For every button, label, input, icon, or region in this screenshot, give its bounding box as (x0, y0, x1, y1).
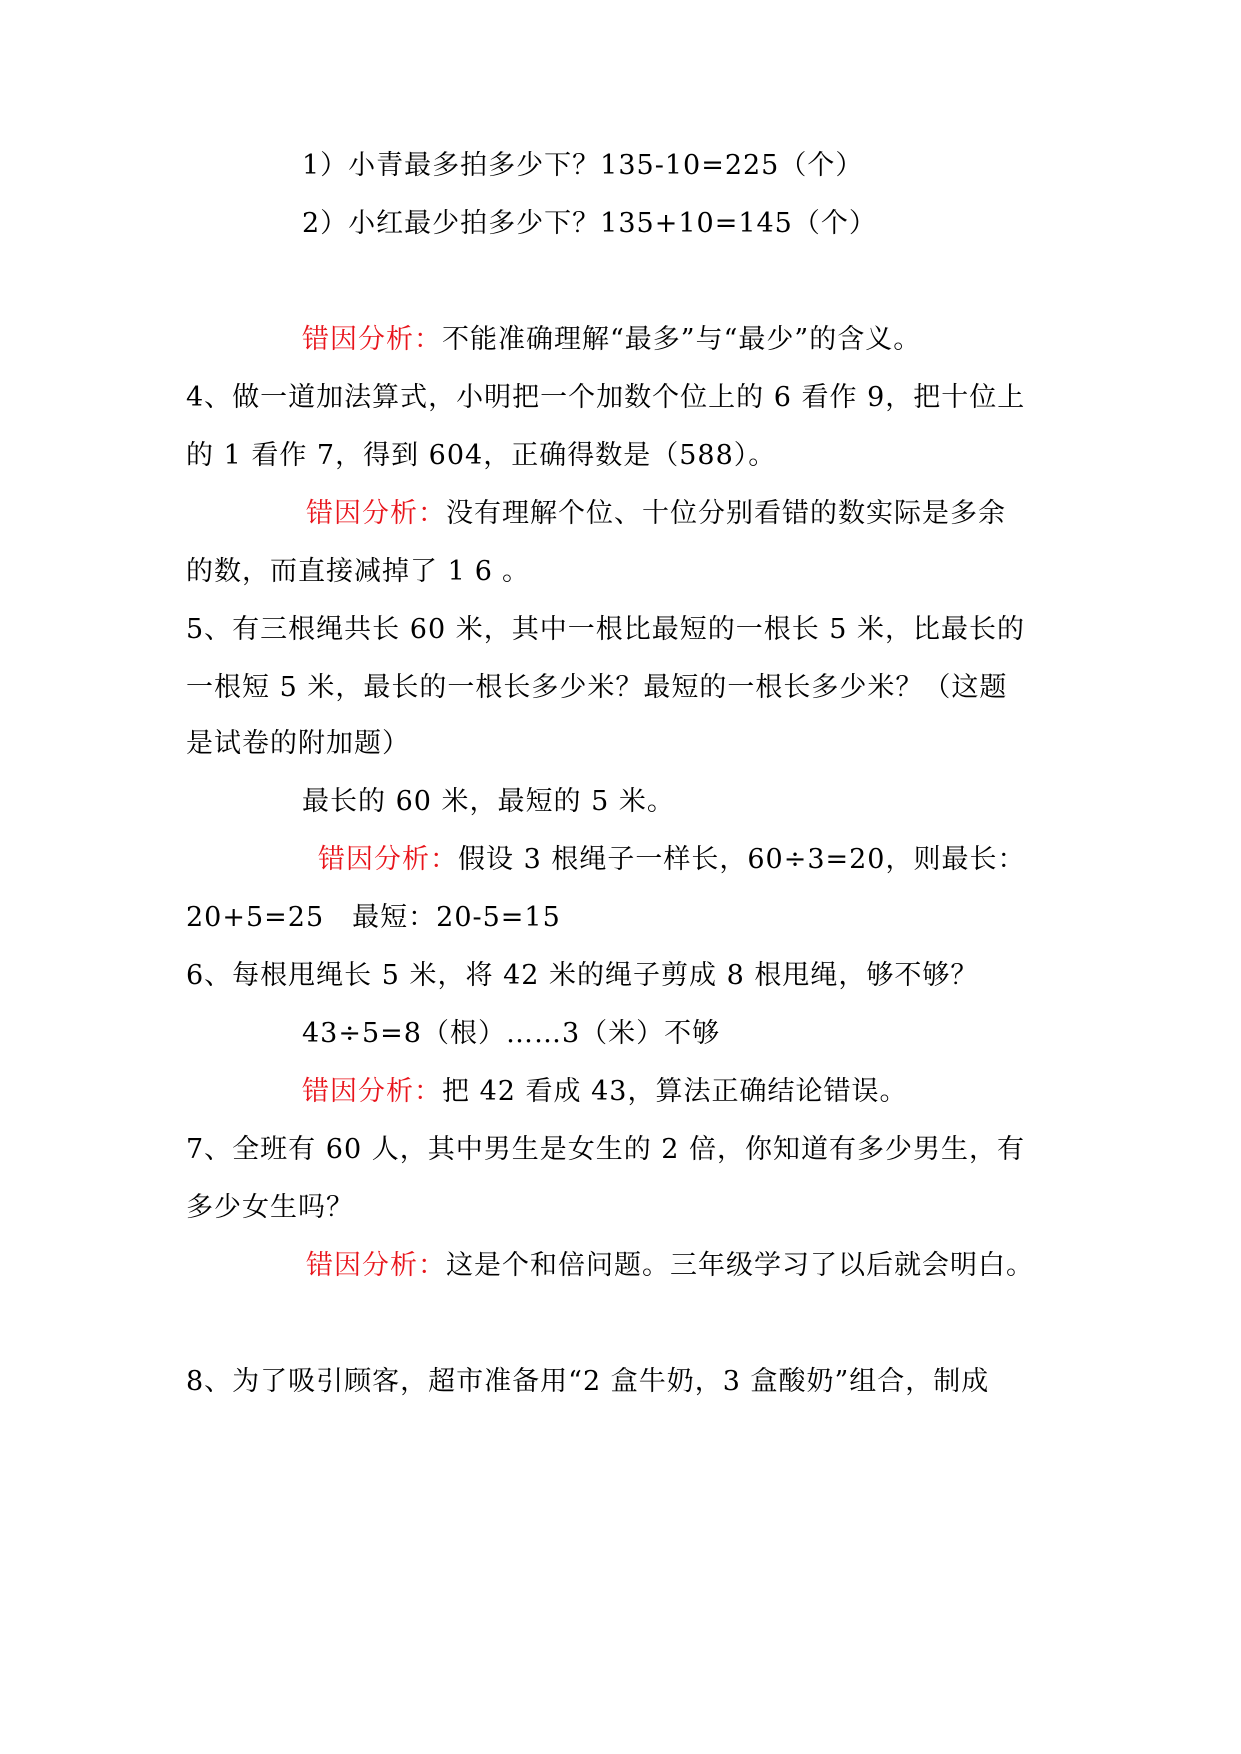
q7-analysis (306, 1248, 1034, 1284)
q6-answer: 43÷5=8（根）……3（米）不够 (302, 1018, 721, 1049)
q5-answer: 最长的 60 米，最短的 5 米。 (302, 786, 675, 817)
q4-line1: 4、做一道加法算式，小明把一个加数个位上的 6 看作 9，把十位上 (186, 382, 1026, 413)
q5-line2: 一根短 5 米，最长的一根长多少米？最短的一根长多少米？（这题 (186, 672, 1008, 703)
analysis-text-end: 。 (501, 556, 530, 587)
analysis-text-cont: 的数，而直接减掉了 (186, 556, 438, 587)
q4-analysis (306, 496, 1006, 532)
q6-analysis (302, 1074, 907, 1110)
analysis-text: 没有理解个位、十位分别看错的数实际是多余 (446, 498, 1006, 529)
analysis-number: 16 (447, 556, 502, 587)
analysis-label: 错因分析： (302, 324, 442, 355)
q4-analysis-cont (186, 554, 530, 590)
analysis-label: 错因分析： (318, 844, 458, 875)
analysis-text: 不能准确理解“最多”与“最少”的含义。 (442, 324, 922, 355)
analysis-text: 把 42 看成 43，算法正确结论错误。 (442, 1076, 908, 1107)
q5-analysis (318, 842, 1025, 878)
analysis-text: 这是个和倍问题。三年级学习了以后就会明白。 (446, 1250, 1034, 1281)
q5-analysis-cont: 20+5=25 最短：20-5=15 (186, 902, 561, 933)
q5-line1: 5、有三根绳共长 60 米，其中一根比最短的一根长 5 米，比最长的 (186, 614, 1026, 645)
q8-line1: 8、为了吸引顾客，超市准备用“2 盒牛奶，3 盒酸奶”组合，制成 (186, 1366, 990, 1397)
q3-analysis (302, 322, 921, 358)
q3-sub2: 2）小红最少拍多少下？135+10=145（个） (302, 208, 877, 239)
q7-line2: 多少女生吗？ (186, 1192, 354, 1223)
analysis-text: 假设 3 根绳子一样长，60÷3=20，则最长： (458, 844, 1026, 875)
analysis-label: 错因分析： (306, 1250, 446, 1281)
q7-line1: 7、全班有 60 人，其中男生是女生的 2 倍，你知道有多少男生，有 (186, 1134, 1026, 1165)
q5-line3: 是试卷的附加题） (186, 728, 410, 759)
q4-line2: 的 1 看作 7，得到 604，正确得数是（588）。 (186, 440, 777, 471)
analysis-label: 错因分析： (302, 1076, 442, 1107)
analysis-label: 错因分析： (306, 498, 446, 529)
q6-line1: 6、每根甩绳长 5 米，将 42 米的绳子剪成 8 根甩绳，够不够？ (186, 960, 979, 991)
q3-sub1: 1）小青最多拍多少下？135-10=225（个） (302, 150, 864, 181)
